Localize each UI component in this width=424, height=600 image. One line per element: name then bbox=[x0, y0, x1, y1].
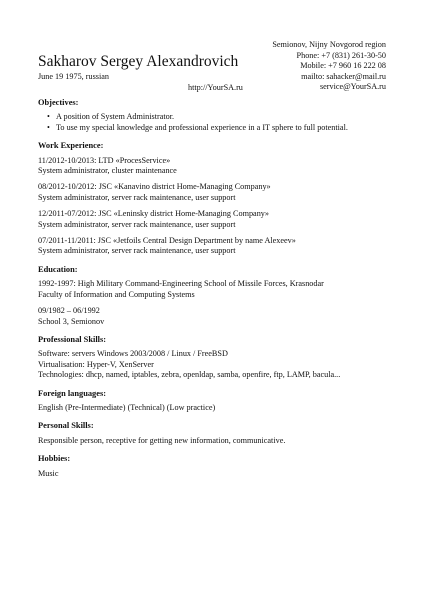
skills-virtualisation: Virtualisation: Hyper-V, XenServer bbox=[38, 359, 154, 369]
work-entry-period-company: 11/2012-10/2013: LTD «ProcesService» bbox=[38, 155, 171, 165]
professional-skills-heading: Professional Skills: bbox=[38, 334, 107, 344]
work-entry-period-company: 07/2011-11/2011: JSC «Jetfoils Central Design Department by name Alexeev» bbox=[38, 236, 296, 246]
work-entry bbox=[38, 182, 388, 203]
work-entry-role: System administrator, server rack maintenance, user support bbox=[38, 192, 236, 202]
work-entry bbox=[38, 156, 388, 177]
candidate-name: Sakharov Sergey Alexandrovich bbox=[38, 53, 239, 70]
work-entry-period-company: 08/2012-10/2012: JSC «Kanavino district Home-Managing Company» bbox=[38, 182, 271, 192]
education-entry bbox=[38, 306, 388, 327]
education-entry-school: School 3, Semionov bbox=[38, 316, 105, 326]
education-entry-faculty: Faculty of Information and Computing Systems bbox=[38, 289, 195, 299]
objective-item: • A position of System Administrator. bbox=[56, 112, 388, 122]
objectives-list bbox=[38, 112, 388, 133]
work-entry-period-company: 12/2011-07/2012: JSC «Leninsky district Home-Managing Company» bbox=[38, 209, 269, 219]
education-heading: Education: bbox=[38, 264, 78, 274]
website-link[interactable]: http://YourSA.ru bbox=[188, 83, 243, 92]
skills-software: Software: servers Windows 2003/2008 / Linux / FreeBSD bbox=[38, 349, 228, 359]
contact-mobile: Mobile: +7 960 16 222 08 bbox=[300, 61, 386, 71]
work-experience-heading: Work Experience: bbox=[38, 141, 104, 151]
education-entry-period-school: 1992-1997: High Military Command-Engineering School of Missile Forces, Krasnodar bbox=[38, 279, 324, 289]
work-entry-role: System administrator, server rack maintenance, user support bbox=[38, 219, 236, 229]
professional-skills-section bbox=[38, 335, 388, 381]
education-section bbox=[38, 265, 388, 327]
objectives-heading: Objectives: bbox=[38, 98, 79, 107]
education-entry bbox=[38, 279, 388, 300]
foreign-languages-heading: Foreign languages: bbox=[38, 388, 107, 398]
languages-text: English (Pre-Intermediate) (Technical) (Low practice) bbox=[38, 402, 216, 412]
foreign-languages-section bbox=[38, 389, 388, 414]
hobbies-text: Music bbox=[38, 468, 59, 478]
hobbies-section bbox=[38, 454, 388, 479]
work-experience-section bbox=[38, 141, 388, 257]
education-entry-period: 09/1982 – 06/1992 bbox=[38, 306, 100, 316]
work-entry-role: System administrator, cluster maintenance bbox=[38, 166, 177, 176]
work-entry bbox=[38, 236, 388, 257]
work-entry-role: System administrator, server rack maintenance, user support bbox=[38, 246, 236, 256]
hobbies-heading: Hobbies: bbox=[38, 454, 71, 464]
personal-skills-heading: Personal Skills: bbox=[38, 421, 94, 431]
contact-address: Semionov, Nijny Novgorod region bbox=[272, 40, 386, 49]
skills-technologies: Technologies: dhcp, named, iptables, zebra, openldap, samba, openfire, ftp, LAMP, bacula... bbox=[38, 370, 341, 380]
contact-block bbox=[272, 40, 386, 93]
birth-date-nationality: June 19 1975, russian bbox=[38, 72, 109, 81]
contact-phone: Phone: +7 (831) 261-30-50 bbox=[296, 50, 386, 60]
contact-email-service[interactable]: service@YourSA.ru bbox=[319, 82, 386, 92]
objectives-section bbox=[38, 98, 388, 133]
objective-item: • To use my special knowledge and professional experience in a IT sphere to full potential. bbox=[56, 123, 388, 133]
work-entry bbox=[38, 209, 388, 230]
personal-skills-section bbox=[38, 421, 388, 446]
contact-email[interactable]: mailto: sahacker@mail.ru bbox=[301, 71, 386, 81]
resume-content bbox=[38, 98, 388, 487]
personal-skills-text: Responsible person, receptive for getting new information, communicative. bbox=[38, 435, 286, 445]
